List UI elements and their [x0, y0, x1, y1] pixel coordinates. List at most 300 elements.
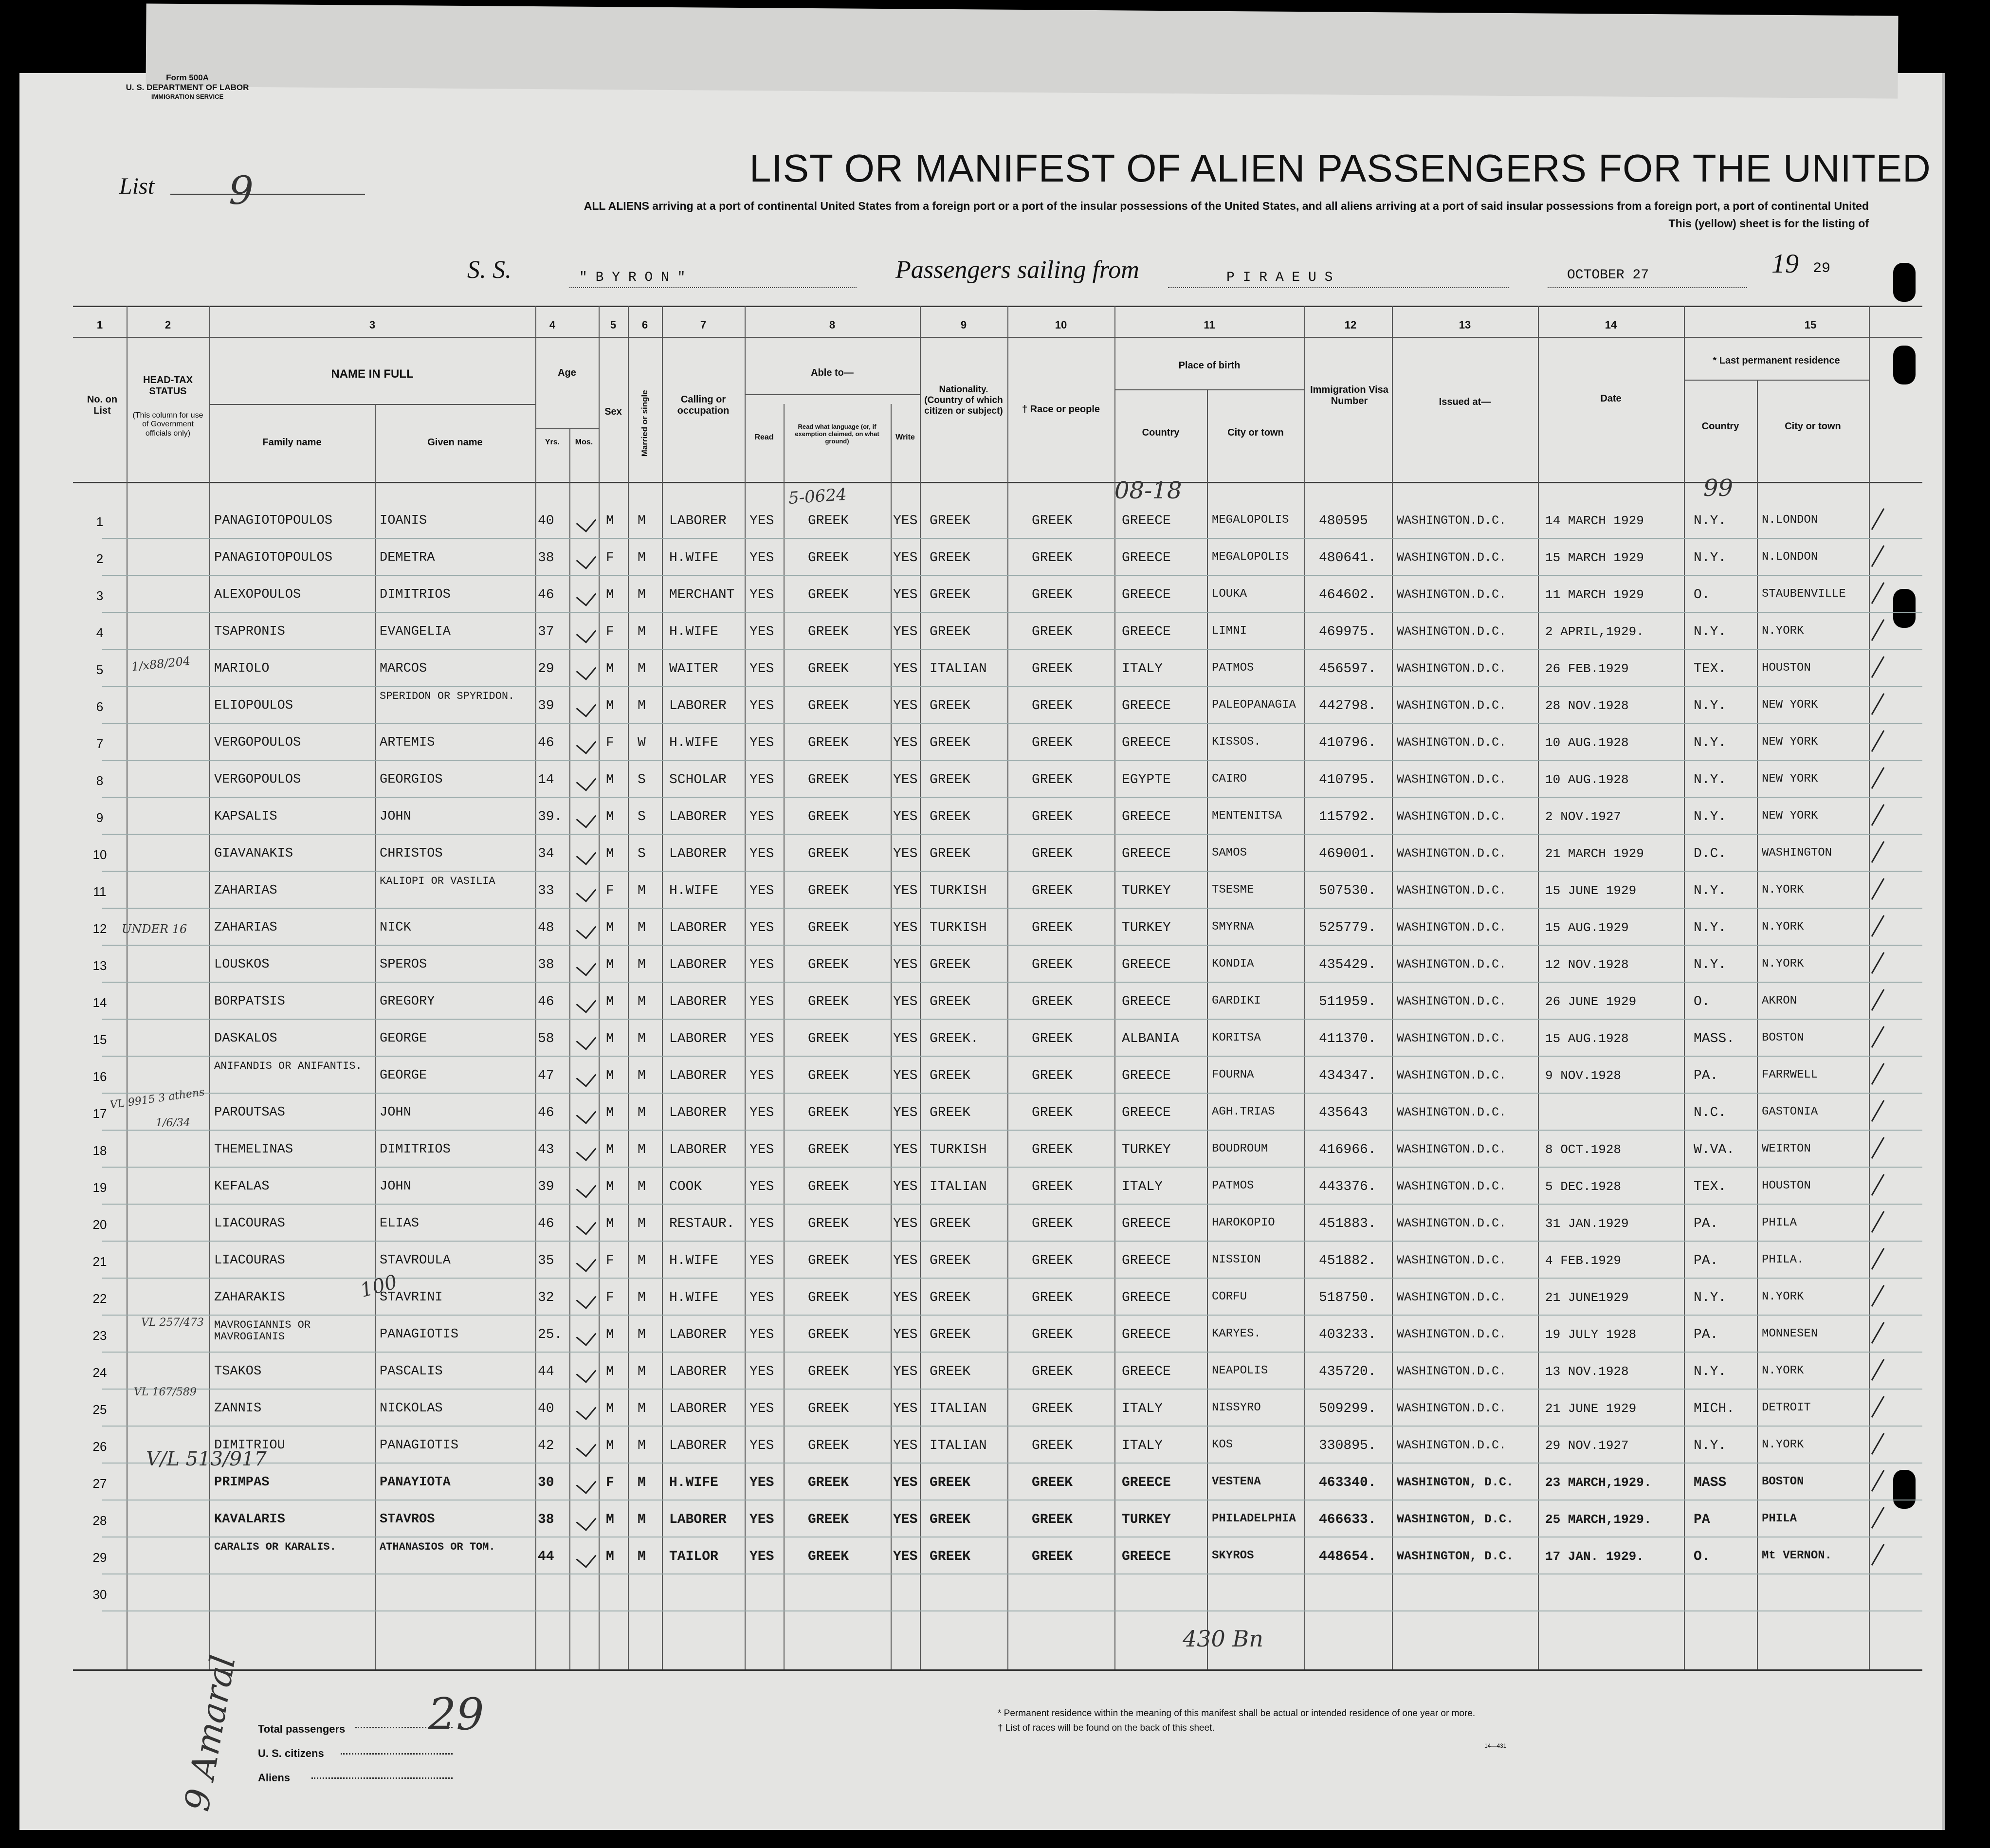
form-service: IMMIGRATION SERVICE [151, 92, 224, 100]
family-name: ZAHARIAS [214, 883, 277, 898]
sex: M [606, 1142, 614, 1157]
issue-date: 5 DEC.1928 [1545, 1179, 1622, 1194]
issue-date: 21 MARCH 1929 [1545, 846, 1644, 861]
issue-date: 26 FEB.1929 [1545, 661, 1629, 676]
row-rule [102, 1610, 1922, 1611]
nationality: GREEK [930, 1327, 971, 1342]
family-name: LOUSKOS [214, 957, 270, 972]
read-language: GREEK [808, 1216, 849, 1231]
column-number: 2 [164, 319, 171, 331]
header-head-tax-note: (This column for use of Government officials only) [132, 411, 203, 438]
issue-date: 28 NOV.1928 [1545, 698, 1629, 713]
marital-status: M [638, 994, 646, 1009]
can-read: YES [749, 1364, 774, 1379]
family-name: ZANNIS [214, 1401, 262, 1416]
birth-country: TURKEY [1122, 883, 1171, 898]
issue-date: 26 JUNE 1929 [1545, 994, 1637, 1009]
birth-country: GREECE [1122, 1549, 1171, 1564]
issued-at: WASHINGTON, D.C. [1397, 1475, 1514, 1489]
age-years: 58 [538, 1031, 554, 1046]
marital-status: M [638, 1031, 646, 1046]
age-years: 38 [538, 957, 554, 972]
race: GREEK [1032, 1068, 1073, 1083]
family-name: ANIFANDIS OR ANIFANTIS. [214, 1060, 362, 1072]
birth-city: PHILADELPHIA [1212, 1512, 1296, 1525]
age-years: 44 [538, 1364, 554, 1379]
occupation: LABORER [669, 994, 727, 1009]
visa-number: 435720. [1319, 1364, 1376, 1379]
family-name: KAVALARIS [214, 1512, 285, 1527]
header-read-language: Read what language (or, if exemption claimed, on what ground) [795, 423, 879, 445]
residence-country: N.Y. [1694, 1290, 1727, 1305]
issued-at: WASHINGTON.D.C. [1397, 1253, 1507, 1267]
residence-country: N.Y. [1694, 735, 1727, 750]
age-years: 46 [538, 1105, 554, 1120]
residence-city: WASHINGTON [1762, 846, 1832, 860]
res-sub-rule [1684, 380, 1869, 381]
birth-city: LOUKA [1212, 587, 1247, 601]
column-number: 8 [829, 319, 836, 331]
departure-date: OCTOBER 27 [1567, 268, 1649, 283]
column-number: 15 [1804, 319, 1817, 331]
occupation: MERCHANT [669, 587, 735, 603]
can-write: YES [893, 883, 918, 898]
birth-city: PATMOS [1212, 661, 1254, 675]
can-read: YES [749, 846, 774, 861]
issue-date: 12 NOV.1928 [1545, 957, 1629, 972]
age-years: 39 [538, 1179, 554, 1194]
read-language: GREEK [808, 624, 849, 640]
given-name: MARCOS [380, 661, 427, 676]
visa-number: 518750. [1319, 1290, 1376, 1305]
residence-city: NEW YORK [1762, 772, 1818, 786]
birth-city: CORFU [1212, 1290, 1247, 1303]
sex: M [606, 957, 614, 972]
sex: M [606, 513, 614, 529]
birth-city: CAIRO [1212, 772, 1247, 786]
punch-hole-icon [1893, 346, 1916, 384]
residence-city: GASTONIA [1762, 1105, 1818, 1118]
column-number: 13 [1459, 319, 1471, 331]
residence-city: HOUSTON [1762, 1179, 1811, 1192]
can-write: YES [893, 587, 918, 603]
birth-city: FOURNA [1212, 1068, 1254, 1081]
birth-city: PATMOS [1212, 1179, 1254, 1192]
family-name: DIMITRIOU [214, 1438, 285, 1453]
aliens-label: Aliens [258, 1772, 291, 1784]
age-years: 46 [538, 587, 554, 603]
row-rule [102, 834, 1922, 835]
sex: M [606, 1216, 614, 1231]
can-write: YES [893, 735, 918, 750]
given-name: JOHN [380, 809, 411, 824]
row-number: 21 [92, 1254, 107, 1269]
can-write: YES [893, 1253, 918, 1268]
age-years: 39 [538, 698, 554, 714]
age-years: 32 [538, 1290, 554, 1305]
header-head-tax: HEAD-TAX STATUS [143, 375, 193, 397]
read-language: GREEK [808, 1327, 849, 1342]
nationality: GREEK [930, 513, 971, 529]
column-number: 4 [549, 319, 556, 331]
row-rule [102, 945, 1922, 946]
birth-city: GARDIKI [1212, 994, 1261, 1007]
col-divider [569, 428, 570, 1669]
age-sub-rule [535, 428, 599, 429]
can-write: YES [893, 1438, 918, 1453]
age-years: 48 [538, 920, 554, 935]
visa-number: 469001. [1319, 846, 1376, 861]
marital-status: M [638, 1475, 646, 1490]
sex: M [606, 1068, 614, 1083]
read-language: GREEK [808, 1031, 849, 1046]
row-number: 29 [92, 1550, 107, 1565]
issue-date: 31 JAN.1929 [1545, 1216, 1629, 1231]
race: GREEK [1032, 1549, 1073, 1564]
birth-city: NISSION [1212, 1253, 1261, 1266]
can-write: YES [893, 1512, 918, 1527]
header-birth-country: Country [1142, 427, 1180, 438]
given-name: KALIOPI OR VASILIA [380, 875, 495, 887]
can-read: YES [749, 1253, 774, 1268]
family-name: THEMELINAS [214, 1142, 293, 1157]
nationality: GREEK [930, 772, 971, 787]
can-read: YES [749, 735, 774, 750]
country-handwritten-note: 08-18 [1114, 477, 1182, 504]
can-read: YES [749, 994, 774, 1009]
given-name: CHRISTOS [380, 846, 443, 861]
marital-status: M [638, 1549, 646, 1564]
name-sub-rule [209, 404, 535, 405]
col-divider [745, 306, 746, 1669]
visa-number: 416966. [1319, 1142, 1376, 1157]
read-language: GREEK [808, 1253, 849, 1268]
occupation: H.WIFE [669, 1253, 718, 1268]
age-years: 29 [538, 661, 554, 677]
marital-status: M [638, 661, 646, 677]
residence-country: TEX. [1694, 661, 1727, 677]
col-divider [628, 306, 629, 1669]
age-years: 43 [538, 1142, 554, 1157]
residence-country: PA. [1694, 1253, 1718, 1268]
birth-city: NEAPOLIS [1212, 1364, 1268, 1377]
occupation: LABORER [669, 698, 727, 714]
can-write: YES [893, 920, 918, 935]
nationality: GREEK [930, 1549, 971, 1564]
sex: M [606, 1512, 614, 1527]
can-write: YES [893, 957, 918, 972]
residence-city: MONNESEN [1762, 1327, 1818, 1340]
sex: M [606, 1401, 614, 1416]
row-number: 8 [96, 773, 104, 788]
residence-city: N.YORK [1762, 624, 1804, 638]
marital-status: M [638, 513, 646, 529]
nationality: GREEK [930, 1216, 971, 1231]
nationality: TURKISH [930, 920, 987, 935]
aliens-dots [311, 1777, 453, 1779]
residence-city: N.YORK [1762, 957, 1804, 970]
row-rule [102, 1130, 1922, 1131]
residence-city: DETROIT [1762, 1401, 1811, 1414]
family-name: PANAGIOTOPOULOS [214, 550, 333, 565]
residence-country: MICH. [1694, 1401, 1735, 1416]
occupation: H.WIFE [669, 1475, 718, 1490]
birth-city: SKYROS [1212, 1549, 1254, 1562]
issue-date: 10 AUG.1928 [1545, 772, 1629, 787]
row-rule [102, 760, 1922, 761]
race: GREEK [1032, 550, 1073, 566]
row-rule [102, 1241, 1922, 1242]
sex: M [606, 587, 614, 603]
head-tax-note-row26: V/L 513/917 [146, 1448, 267, 1470]
age-years: 30 [538, 1475, 554, 1490]
total-passengers-value: 29 [428, 1689, 484, 1740]
header-age: Age [558, 367, 576, 378]
can-read: YES [749, 1068, 774, 1083]
birth-city: MEGALOPOLIS [1212, 513, 1289, 527]
can-read: YES [749, 550, 774, 566]
visa-number: 115792. [1319, 809, 1376, 824]
issued-at: WASHINGTON.D.C. [1397, 550, 1507, 565]
row-number: 10 [92, 847, 107, 862]
marital-status: M [638, 1290, 646, 1305]
marital-status: W [638, 735, 646, 750]
col-divider [1114, 306, 1115, 1669]
marital-status: M [638, 1105, 646, 1120]
row-rule [102, 797, 1922, 798]
occupation: LABORER [669, 1031, 727, 1046]
birth-country: GREECE [1122, 1364, 1171, 1379]
read-language: GREEK [808, 809, 849, 824]
col-divider [1757, 380, 1758, 1669]
marital-status: M [638, 550, 646, 566]
residence-country: N.Y. [1694, 513, 1727, 529]
bottom-handwritten-note: 430 Bn [1183, 1626, 1263, 1652]
birth-city: KOS [1212, 1438, 1233, 1451]
family-name: PANAGIOTOPOULOS [214, 513, 333, 528]
can-read: YES [749, 1512, 774, 1527]
col-divider [599, 306, 600, 1669]
can-read: YES [749, 661, 774, 677]
marital-status: M [638, 1216, 646, 1231]
issued-at: WASHINGTON.D.C. [1397, 587, 1507, 602]
row-rule [102, 1204, 1922, 1205]
issued-at: WASHINGTON.D.C. [1397, 698, 1507, 713]
birth-country: ITALY [1122, 661, 1163, 677]
family-name: VERGOPOULOS [214, 735, 301, 750]
can-read: YES [749, 624, 774, 640]
family-name: BORPATSIS [214, 994, 285, 1009]
residence-country: N.Y. [1694, 1364, 1727, 1379]
visa-number: 451883. [1319, 1216, 1376, 1231]
header-no-on-list: No. on List [87, 394, 118, 416]
nationality: GREEK [930, 735, 971, 750]
visa-number: 480595 [1319, 513, 1368, 529]
can-read: YES [749, 587, 774, 603]
header-date: Date [1600, 393, 1622, 404]
row-number: 6 [96, 699, 104, 714]
issue-date: 2 NOV.1927 [1545, 809, 1622, 824]
total-passengers-label: Total passengers [258, 1723, 346, 1735]
occupation: LABORER [669, 809, 727, 824]
given-name: GEORGE [380, 1068, 427, 1083]
nationality: GREEK [930, 698, 971, 714]
residence-country: PA. [1694, 1327, 1718, 1342]
can-read: YES [749, 1549, 774, 1564]
residence-country: N.Y. [1694, 809, 1727, 824]
row-number: 9 [96, 810, 104, 825]
can-write: YES [893, 513, 918, 529]
issue-date: 2 APRIL,1929. [1545, 624, 1644, 639]
birth-country: ITALY [1122, 1438, 1163, 1453]
column-number: 11 [1204, 319, 1215, 331]
row-rule [102, 1463, 1922, 1464]
birth-city: LIMNI [1212, 624, 1247, 638]
row-number: 25 [92, 1402, 107, 1417]
marital-status: M [638, 698, 646, 714]
col-divider [535, 306, 536, 1669]
given-name: STAVRINI [380, 1290, 443, 1305]
residence-country: O. [1694, 994, 1710, 1009]
family-name: KAPSALIS [214, 809, 277, 824]
row-rule [102, 871, 1922, 872]
issued-at: WASHINGTON.D.C. [1397, 1401, 1507, 1415]
residence-city: PHILA. [1762, 1253, 1804, 1266]
header-write: Write [895, 433, 915, 441]
col-divider [127, 306, 128, 1669]
ss-label: S. S. [467, 256, 511, 284]
issue-date: 15 MARCH 1929 [1545, 550, 1644, 565]
residence-country: N.Y. [1694, 624, 1727, 640]
occupation: LABORER [669, 1512, 727, 1527]
residence-city: PHILA [1762, 1512, 1797, 1525]
column-number: 10 [1055, 319, 1067, 331]
family-name: CARALIS OR KARALIS. [214, 1541, 336, 1553]
column-number: 7 [700, 319, 707, 331]
can-read: YES [749, 957, 774, 972]
column-number: 14 [1605, 319, 1617, 331]
top-handwritten-note: 5-0624 [787, 484, 847, 509]
nationality: GREEK [930, 1068, 971, 1083]
issued-at: WASHINGTON.D.C. [1397, 883, 1507, 897]
row-number: 13 [92, 958, 107, 973]
col-divider [375, 404, 376, 1669]
birth-country: GREECE [1122, 1475, 1171, 1490]
residence-city: N.YORK [1762, 920, 1804, 933]
given-name: PASCALIS [380, 1364, 443, 1379]
issued-at: WASHINGTON.D.C. [1397, 624, 1507, 639]
occupation: LABORER [669, 1142, 727, 1157]
birth-country: ITALY [1122, 1401, 1163, 1416]
occupation: H.WIFE [669, 624, 718, 640]
birth-country: GREECE [1122, 809, 1171, 824]
row-number: 7 [96, 736, 104, 751]
issued-at: WASHINGTON.D.C. [1397, 1290, 1507, 1304]
issued-at: WASHINGTON.D.C. [1397, 661, 1507, 676]
occupation: SCHOLAR [669, 772, 727, 787]
birth-country: GREECE [1122, 698, 1171, 714]
residence-country: MASS. [1694, 1031, 1735, 1046]
race: GREEK [1032, 698, 1073, 714]
age-years: 35 [538, 1253, 554, 1268]
visa-number: 525779. [1319, 920, 1376, 935]
sex: F [606, 1475, 614, 1490]
read-language: GREEK [808, 920, 849, 935]
birth-country: GREECE [1122, 550, 1171, 566]
sailing-label: Passengers sailing from [895, 256, 1139, 284]
header-yrs: Yrs. [545, 438, 560, 446]
head-tax-note-row5: 1/x88/204 [130, 654, 191, 674]
can-write: YES [893, 772, 918, 787]
date-underline [1548, 287, 1747, 288]
column-number: 9 [960, 319, 967, 331]
can-write: YES [893, 1216, 918, 1231]
can-write: YES [893, 698, 918, 714]
visa-number: 443376. [1319, 1179, 1376, 1194]
occupation: LABORER [669, 1068, 727, 1083]
issued-at: WASHINGTON.D.C. [1397, 809, 1507, 823]
birth-country: GREECE [1122, 957, 1171, 972]
given-name: SPEROS [380, 957, 427, 972]
row-number: 12 [92, 921, 107, 936]
row-number: 11 [93, 884, 107, 899]
visa-number: 448654. [1319, 1549, 1376, 1564]
residence-city: HOUSTON [1762, 661, 1811, 675]
age-years: 38 [538, 550, 554, 566]
head-tax-note-row24: VL 167/589 [134, 1386, 197, 1398]
race: GREEK [1032, 513, 1073, 529]
sheet-top-edge [146, 3, 1898, 98]
birth-country: TURKEY [1122, 1512, 1171, 1527]
can-write: YES [893, 1179, 918, 1194]
marital-status: S [638, 772, 646, 787]
col-divider [1538, 306, 1539, 1669]
issue-date: 29 NOV.1927 [1545, 1438, 1629, 1453]
row-number: 23 [92, 1328, 107, 1343]
birth-country: GREECE [1122, 735, 1171, 750]
given-name: PANAGIOTIS [380, 1438, 459, 1453]
residence-country: N.Y. [1694, 772, 1727, 787]
given-name: EVANGELIA [380, 624, 451, 639]
page-title: LIST OR MANIFEST OF ALIEN PASSENGERS FOR THE UNITED [749, 146, 1931, 190]
sex: M [606, 698, 614, 714]
row-rule [102, 982, 1922, 983]
row-rule [102, 1426, 1922, 1427]
family-name: MAVROGIANNIS OR MAVROGIANIS [214, 1319, 311, 1343]
header-last-residence: * Last permanent residence [1713, 355, 1840, 366]
visa-number: 442798. [1319, 698, 1376, 714]
row-number: 26 [92, 1439, 107, 1454]
issue-date: 4 FEB.1929 [1545, 1253, 1622, 1268]
visa-number: 456597. [1319, 661, 1376, 677]
can-read: YES [749, 1142, 774, 1157]
nationality: GREEK [930, 994, 971, 1009]
nationality: GREEK [930, 809, 971, 824]
marital-status: M [638, 1068, 646, 1083]
read-language: GREEK [808, 1179, 849, 1194]
can-write: YES [893, 1327, 918, 1342]
occupation: LABORER [669, 846, 727, 861]
marital-status: S [638, 846, 646, 861]
sex: F [606, 624, 614, 640]
birth-city: KISSOS. [1212, 735, 1261, 749]
read-language: GREEK [808, 957, 849, 972]
marital-status: M [638, 624, 646, 640]
nationality: GREEK [930, 1290, 971, 1305]
family-name: KEFALAS [214, 1179, 270, 1194]
occupation: H.WIFE [669, 1290, 718, 1305]
marital-status: M [638, 1179, 646, 1194]
